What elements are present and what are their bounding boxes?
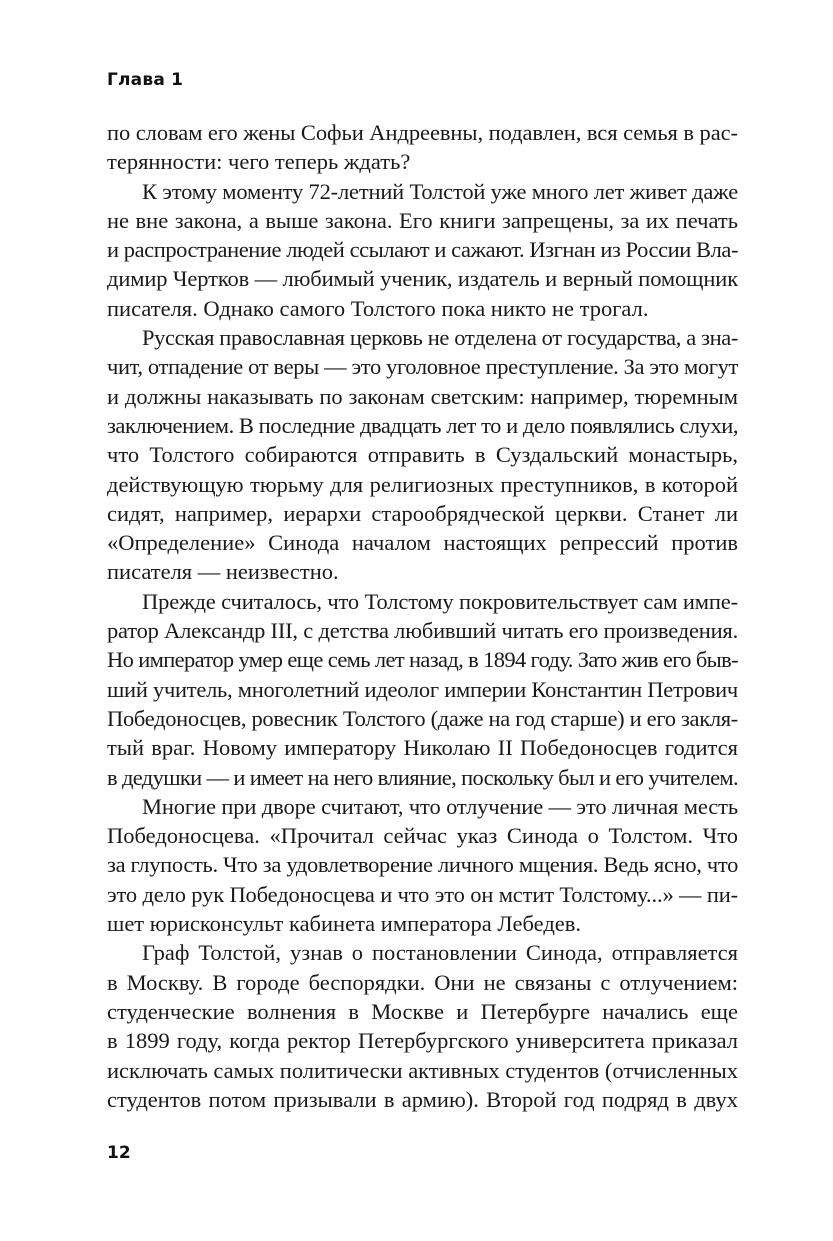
text-line: в дедушки — и имеет на него влияние, поскольку был и его учителем. xyxy=(107,764,738,790)
text-line: не вне закона, а выше закона. Его книги запрещены, за их печать xyxy=(107,207,738,233)
running-head-chapter: Глава 1 xyxy=(107,70,184,90)
text-line: Русская православная церковь не отделена от государства, а зна- xyxy=(142,325,738,351)
text-line: терянности: чего теперь ждать? xyxy=(107,149,411,175)
text-line: исключать самых политически активных студентов (отчисленных xyxy=(107,1057,738,1083)
text-line: в Москву. В городе беспорядки. Они не связаны с отлучением: xyxy=(107,969,738,995)
body-text xyxy=(107,118,738,1114)
text-line: Но император умер еще семь лет назад, в 1894 году. Зато жив его быв- xyxy=(107,647,738,673)
text-line: студентов потом призывали в армию). Второй год подряд в двух xyxy=(107,1086,738,1112)
text-line: заключением. В последние двадцать лет то и дело появлялись слухи, xyxy=(107,412,738,438)
text-line: и должны наказывать по законам светским: например, тюремным xyxy=(107,383,738,409)
text-line: сидят, например, иерархи старообрядческой церкви. Станет ли xyxy=(107,500,738,526)
text-line: димир Чертков — любимый ученик, издатель и верный помощник xyxy=(107,266,739,292)
text-line: действующую тюрьму для религиозных преступников, в которой xyxy=(107,471,738,497)
page-number: 12 xyxy=(107,1143,131,1163)
text-line: тый враг. Новому императору Николаю II Победоносцев годится xyxy=(107,735,738,761)
text-line: писателя. Однако самого Толстого пока никто не трогал. xyxy=(107,295,649,321)
text-line: Граф Толстой, узнав о постановлении Синода, отправляется xyxy=(142,940,738,966)
text-line: шет юрисконсульт кабинета императора Лебедев. xyxy=(107,911,582,937)
text-line: за глупость. Что за удовлетворение личного мщения. Ведь ясно, что xyxy=(107,852,738,878)
text-line: Прежде считалось, что Толстому покровительствует сам импе- xyxy=(142,588,738,614)
text-line: писателя — неизвестно. xyxy=(107,559,339,585)
text-line: К этому моменту 72-летний Толстой уже много лет живет даже xyxy=(142,178,738,204)
text-line: и распространение людей ссылают и сажают. Изгнан из России Вла- xyxy=(107,237,738,263)
text-line: «Определение» Синода началом настоящих репрессий против xyxy=(107,530,738,556)
text-line: Многие при дворе считают, что отлучение — это личная месть xyxy=(142,793,738,819)
text-line: в 1899 году, когда ректор Петербургского университета приказал xyxy=(107,1028,738,1054)
text-line: Победоносцева. «Прочитал сейчас указ Синода о Толстом. Что xyxy=(107,823,738,849)
text-line: Победоносцев, ровесник Толстого (даже на год старше) и его закля- xyxy=(107,705,738,731)
text-line: ший учитель, многолетний идеолог империи Константин Петрович xyxy=(107,676,738,702)
text-line: ратор Александр III, с детства любивший читать его произведения. xyxy=(107,618,738,644)
text-line: чит, отпадение от веры — это уголовное преступление. За это могут xyxy=(107,354,738,380)
text-line: по словам его жены Софьи Андреевны, подавлен, вся семья в рас- xyxy=(107,120,738,145)
text-line: что Толстого собираются отправить в Суздальский монастырь, xyxy=(107,442,738,468)
text-line: студенческие волнения в Москве и Петербурге начались еще xyxy=(107,998,738,1024)
text-line: это дело рук Победоносцева и что это он мстит Толстому...» — пи- xyxy=(107,881,738,907)
